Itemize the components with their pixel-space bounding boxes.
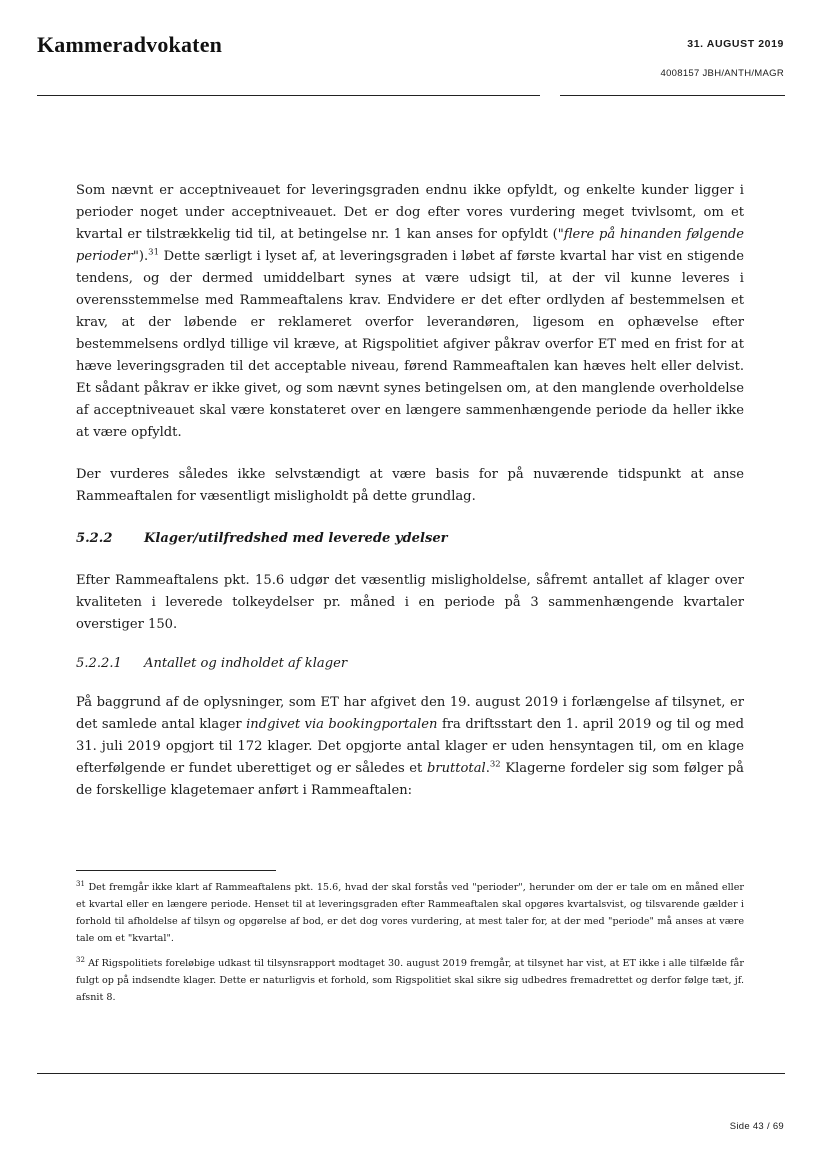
emphasis-bookingportal: indgivet via bookingportalen bbox=[246, 717, 438, 732]
subsection-number: 5.2.2.1 bbox=[76, 656, 122, 671]
section-title: Klager/utilfredshed med leverede ydelser bbox=[144, 531, 448, 546]
paragraph-4: På baggrund af de oplysninger, som ET har afgivet den 19. august 2019 i forlængelse af tilsynet, er det samlede antal klager indgivet via bookingportalen fra driftsstart den 1. april 2019 og til og med 31. juli 2019 opgjort til 172 klager. Det opgjorte antal klager er uden hensyntagen til, om en klage efterfølgende er fundet uberettiget og er således et bruttotal.$^{32}$ Klagerne fordeler sig som følger på de forskellige klagetemaer anført i Rammeaftalen: bbox=[76, 695, 744, 798]
footnote-number: 32 bbox=[76, 955, 85, 964]
document-date: 31. AUGUST 2019 bbox=[687, 38, 784, 50]
paragraph-3: Efter Rammeaftalens pkt. 15.6 udgør det væsentlig misligholdelse, såfremt antallet af klager over kvaliteten i leverede tolkeydelser pr. måned i en periode på 3 sammenhængende kvartaler overstiger 150. bbox=[76, 573, 744, 632]
footnotes bbox=[76, 879, 744, 1014]
document-body bbox=[76, 180, 744, 802]
footnote-text: Det fremgår ikke klart af Rammeaftalens pkt. 15.6, hvad der skal forstås ved "perioder", herunder om der er tale om en måned eller et kvartal eller en længere periode. Henset til at leveringsgraden efter Rammeaftalen skal opgøres kvartalsvist, og tilsvarende gælder i forhold til afholdelse af tilsyn og opgørelse af bod, er det dog vores vurdering, at mest taler for, at der med "periode" må anses at være tale om et "kvartal". bbox=[76, 882, 744, 944]
paragraph-1: Som nævnt er acceptniveauet for leveringsgraden endnu ikke opfyldt, og enkelte kunder ligger i perioder noget under acceptniveauet. Det er dog efter vores vurdering meget tvivlsomt, om et kvartal er tilstrækkelig tid til, at betingelse nr. 1 kan anses for opfyldt ("flere på hinanden følgende perioder").$^{31}$ Dette særligt i lyset af, at leveringsgraden i løbet af første kvartal har vist en stigende tendens, og der dermed umiddelbart synes at være udsigt til, at der vil kunne leveres i overensstemmelse med Rammeaftalens krav. Endvidere er det efter ordlyden af bestemmelsen et krav, at der løbende er reklameret overfor leverandøren, ligesom en ophævelse efter bestemmelsens ordlyd tillige vil kræve, at Rigspolitiet afgiver påkrav overfor ET med en frist for at hæve leveringsgraden til det acceptable niveau, førend Rammeaftalen kan hæves helt eller delvist. Et sådant påkrav er ikke givet, og som nævnt synes betingelsen om, at den manglende overholdelse af acceptniveauet skal være konstateret over en længere sammenhængende periode da heller ikke at være opfyldt. bbox=[76, 183, 745, 440]
quoted-term: "flere på hinanden følgende perioder" bbox=[76, 227, 745, 264]
footnote-separator bbox=[76, 870, 276, 871]
document-reference: 4008157 JBH/ANTH/MAGR bbox=[660, 68, 784, 79]
emphasis-bruttotal: bruttotal bbox=[426, 761, 486, 776]
footnote-ref-31: 31 bbox=[148, 247, 159, 258]
footer-rule bbox=[37, 1073, 785, 1074]
header-rule-left bbox=[37, 95, 540, 96]
section-number: 5.2.2 bbox=[76, 531, 113, 546]
footnote-ref-32: 32 bbox=[489, 759, 501, 770]
footnote-text: Af Rigspolitiets foreløbige udkast til tilsynsrapport modtaget 30. august 2019 fremgår, at tilsynet har vist, at ET ikke i alle tilfælde får fulgt op på indsendte klager. Dette er naturligvis et forhold, som Rigspolitiet skal sikre sig udbedres fremadrettet og derfor følge tæt, jf. afsnit 8. bbox=[76, 958, 744, 1003]
section-heading bbox=[76, 528, 744, 550]
footnote-31 bbox=[76, 879, 744, 947]
paragraph-2: Der vurderes således ikke selvstændigt at være basis for på nuværende tidspunkt at anse Rammeaftalen for væsentligt misligholdt på dette grundlag. bbox=[76, 467, 744, 504]
subsection-heading bbox=[76, 653, 744, 675]
page-number: Side 43 / 69 bbox=[729, 1121, 784, 1132]
firm-logo: Kammeradvokaten bbox=[37, 32, 223, 57]
footnote-32 bbox=[76, 955, 744, 1006]
header-rule-right bbox=[560, 95, 785, 96]
subsection-title: Antallet og indholdet af klager bbox=[144, 656, 348, 671]
footnote-number: 31 bbox=[76, 879, 85, 888]
